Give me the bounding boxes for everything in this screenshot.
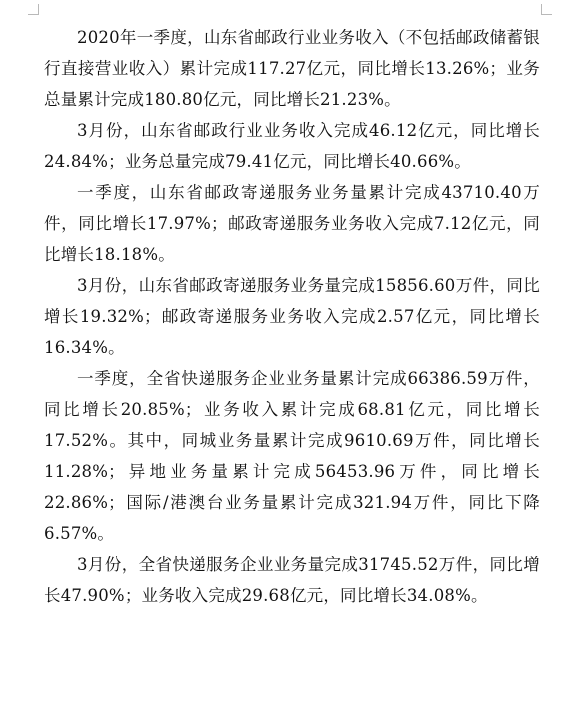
paragraph-march-postal-delivery: 3月份，山东省邮政寄递服务业务量完成15856.60万件，同比增长19.32%；邮政寄递服务业务收入完成2.57亿元，同比增长16.34%。 [44, 276, 540, 357]
paragraph-q1-postal-delivery: 一季度，山东省邮政寄递服务业务量累计完成43710.40万件，同比增长17.97%；邮政寄递服务业务收入完成7.12亿元，同比增长18.18%。 [44, 183, 540, 264]
paragraph-march-postal-revenue: 3月份，山东省邮政行业业务收入完成46.12亿元，同比增长24.84%；业务总量完成79.41亿元，同比增长40.66%。 [44, 121, 540, 171]
paragraph-q1-express: 一季度，全省快递服务企业业务量累计完成66386.59万件，同比增长20.85%；业务收入累计完成68.81亿元，同比增长17.52%。其中，同城业务量累计完成9610.69万件，同比增长11.28%；异地业务量累计完成56453.96万件，同比增长22.86%；国际/港澳台业务量累计完成321.94万件，同比下降6.57%。 [44, 369, 540, 543]
page-corner-mark-left [28, 4, 39, 15]
page-corner-mark-right [541, 4, 552, 15]
document-body [44, 22, 540, 611]
paragraph-q1-postal-revenue: 2020年一季度，山东省邮政行业业务收入（不包括邮政储蓄银行直接营业收入）累计完成117.27亿元，同比增长13.26%；业务总量累计完成180.80亿元，同比增长21.23%。 [44, 28, 540, 109]
paragraph-march-express: 3月份，全省快递服务企业业务量完成31745.52万件，同比增长47.90%；业务收入完成29.68亿元，同比增长34.08%。 [44, 555, 540, 605]
